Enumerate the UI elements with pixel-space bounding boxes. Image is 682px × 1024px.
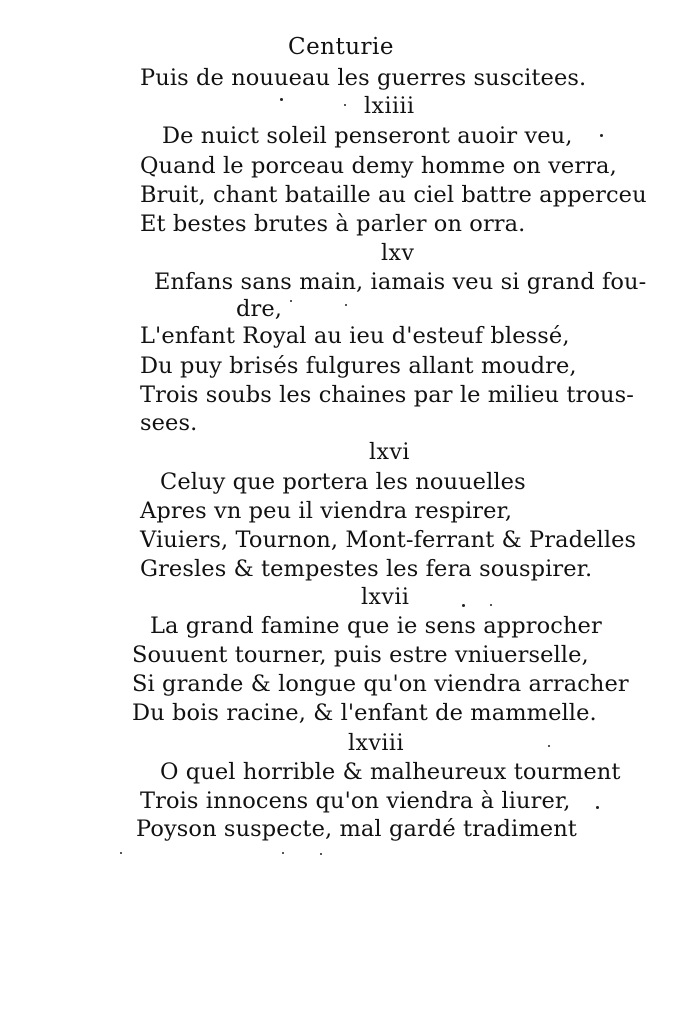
ink-speck — [344, 104, 346, 106]
verse-line: Viuiers, Tournon, Mont-ferrant & Pradelles — [140, 527, 637, 553]
verse-line: Du puy brisés fulgures allant moudre, — [140, 353, 577, 379]
verse-line: Souuent tourner, puis estre vniuerselle, — [132, 642, 589, 668]
verse-line: Apres vn peu il viendra respirer, — [140, 498, 513, 524]
ink-speck — [290, 300, 292, 302]
verse-line: Trois innocens qu'on viendra à liurer, — [140, 788, 571, 814]
verse-line: sees. — [140, 410, 198, 436]
verse-line: Puis de nouueau les guerres suscitees. — [140, 65, 587, 91]
quatrain-number: lxvii — [361, 585, 410, 610]
ink-speck — [345, 304, 347, 306]
ink-speck — [596, 806, 599, 809]
verse-line: De nuict soleil penseront auoir veu, — [162, 123, 573, 149]
quatrain-number: lxviii — [348, 731, 404, 756]
ink-speck — [120, 852, 122, 854]
ink-speck — [282, 852, 284, 854]
quatrain-number: lxv — [381, 241, 415, 266]
ink-speck — [600, 134, 603, 137]
verse-line: Poyson suspecte, mal gardé tradiment — [136, 816, 577, 842]
quatrain-number: lxvi — [369, 440, 410, 465]
verse-line: O quel horrible & malheureux tourment — [160, 759, 621, 785]
ink-speck — [280, 98, 283, 101]
verse-line: Et bestes brutes à parler on orra. — [140, 211, 526, 237]
running-head: Centurie — [287, 34, 395, 60]
verse-line: Trois soubs les chaines par le milieu trous- — [140, 382, 634, 408]
verse-line: Du bois racine, & l'enfant de mammelle. — [132, 700, 597, 726]
verse-line: Celuy que portera les nouuelles — [160, 469, 526, 495]
verse-line: Quand le porceau demy homme on verra, — [140, 153, 617, 179]
ink-speck — [462, 604, 465, 607]
ink-speck — [490, 604, 492, 606]
verse-line: Bruit, chant bataille au ciel battre apperceu — [140, 182, 647, 208]
verse-line: La grand famine que ie sens approcher — [150, 613, 602, 639]
verse-line: dre, — [236, 296, 283, 322]
verse-line: Enfans sans main, iamais veu si grand fou- — [154, 269, 647, 295]
quatrain-number: lxiiii — [364, 94, 415, 119]
verse-line: Si grande & longue qu'on viendra arracher — [132, 671, 629, 697]
ink-speck — [320, 853, 322, 855]
verse-line: L'enfant Royal au ieu d'esteuf blessé, — [140, 323, 570, 349]
verse-line: Gresles & tempestes les fera souspirer. — [140, 556, 593, 582]
ink-speck — [548, 745, 550, 747]
